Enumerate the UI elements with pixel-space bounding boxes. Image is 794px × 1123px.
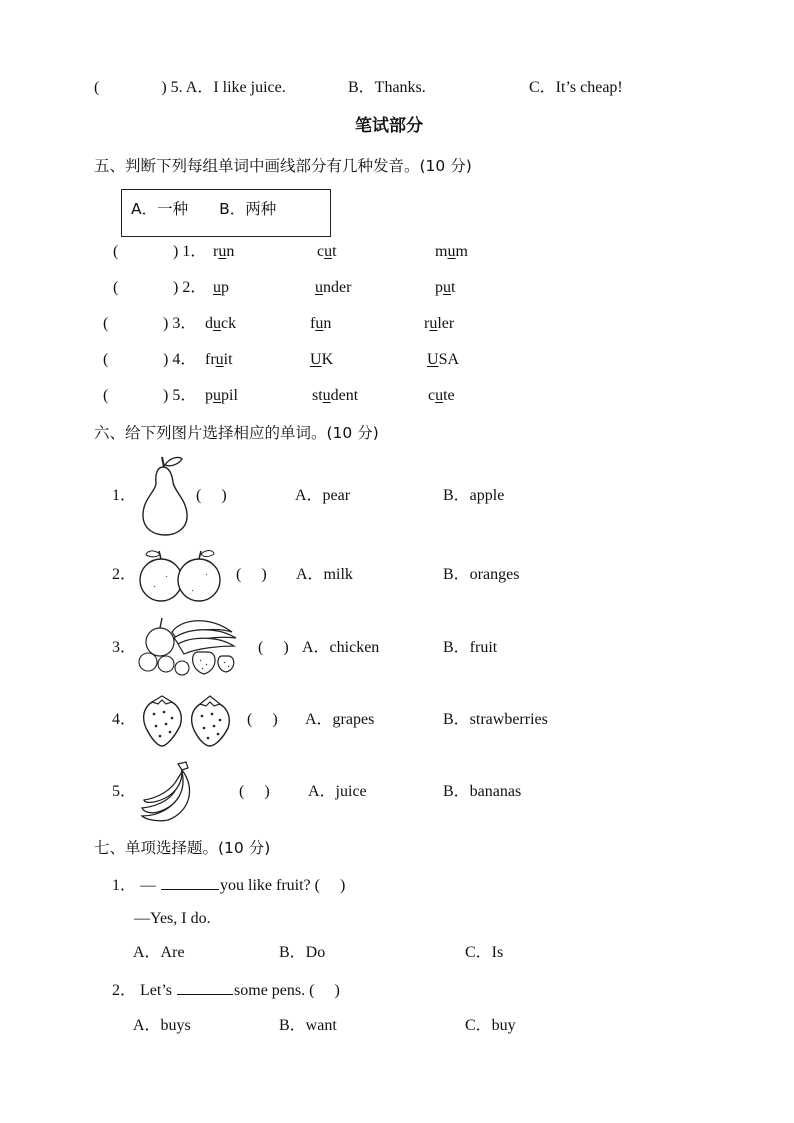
q2-stem-start: Let’s [140, 982, 173, 999]
page-title: 笔试部分 [355, 116, 423, 136]
word [213, 278, 229, 298]
row-number: ) 3． [163, 315, 197, 332]
answer-paren-close: ) [161, 79, 167, 96]
word-part: p [221, 279, 229, 296]
word [435, 242, 468, 262]
word-part: K [321, 351, 334, 368]
word-part: st [312, 387, 323, 404]
answer-paren[interactable]: ( ) [258, 639, 289, 656]
section5-heading: 五、判断下列每组单词中画线部分有几种发音。(10 分) [94, 157, 472, 175]
underlined-letter: u [435, 387, 444, 404]
q1-stem [112, 875, 345, 896]
answer-paren[interactable]: ( [103, 351, 109, 368]
word-part: p [435, 279, 443, 296]
underlined-letter: u [322, 387, 331, 404]
underlined-letter: u [315, 279, 323, 296]
answer-paren[interactable]: ( ) [239, 783, 270, 800]
underlined-letter: U [427, 351, 439, 368]
q2-option-b: B．want [279, 1017, 337, 1034]
word-part: SA [438, 351, 460, 368]
word-part: f [310, 315, 316, 332]
legend-text: A．一种 B．两种 [131, 200, 277, 218]
word-part: nder [323, 279, 352, 296]
option-b: B．Thanks. [348, 79, 426, 96]
item-number: 4． [112, 711, 137, 728]
bananas-icon [138, 760, 204, 824]
q2-stem [112, 980, 340, 1001]
q1-option-b: B．Do [279, 944, 326, 961]
section6-heading: 六、给下列图片选择相应的单词。(10 分) [94, 424, 379, 442]
word-part: fr [205, 351, 216, 368]
underlined-letter: u [324, 243, 333, 260]
word-part: n [323, 315, 332, 332]
word-part: t [451, 279, 456, 296]
q2-number: 2． [112, 982, 137, 999]
question-number: 5. [170, 79, 183, 96]
item-number: 2． [112, 566, 137, 583]
word-part: p [205, 387, 213, 404]
option-a: A．I like juice. [185, 79, 286, 96]
option-b: B．strawberries [443, 711, 548, 728]
underlined-letter: u [213, 315, 221, 332]
answer-paren[interactable]: ( ) [196, 487, 227, 504]
word-part: r [213, 243, 219, 260]
word-part: n [226, 243, 235, 260]
word-part: dent [330, 387, 359, 404]
underlined-letter: u [213, 279, 221, 296]
q2-option-c: C．buy [465, 1017, 516, 1034]
word [312, 386, 358, 406]
word-part: te [443, 387, 455, 404]
underlined-letter: U [310, 351, 322, 368]
option-c: C．It’s cheap! [529, 79, 623, 96]
option-a: A．grapes [305, 711, 375, 728]
underlined-letter: u [215, 351, 224, 368]
strawberries-icon [138, 690, 236, 748]
section7-heading: 七、单项选择题。(10 分) [94, 839, 271, 857]
word [205, 386, 238, 406]
word-part: pil [221, 387, 238, 404]
word [317, 242, 337, 262]
word-part: d [205, 315, 213, 332]
option-a: A．milk [296, 566, 353, 583]
q1-dash: — [140, 877, 157, 894]
word [310, 350, 333, 370]
q2-blank[interactable] [177, 980, 233, 995]
q1-stem-rest: you like fruit? ( ) [220, 877, 346, 894]
q2-option-a: A．buys [133, 1017, 191, 1034]
answer-paren-open[interactable]: ( [94, 79, 100, 96]
oranges-icon [138, 546, 222, 604]
word [205, 314, 236, 334]
option-b: B．oranges [443, 566, 520, 583]
word-part: it [223, 351, 233, 368]
option-a: A．juice [308, 783, 367, 800]
answer-paren[interactable]: ( [113, 243, 119, 260]
row-number: ) 4． [163, 351, 197, 368]
pear-icon [138, 455, 192, 537]
word [428, 386, 455, 406]
item-number: 1． [112, 487, 137, 504]
word-part: ler [437, 315, 455, 332]
underlined-letter: u [213, 387, 221, 404]
row-number: ) 2． [173, 279, 207, 296]
word [315, 278, 351, 298]
fruit-basket-icon [138, 612, 242, 678]
q1-option-c: C．Is [465, 944, 504, 961]
underlined-letter: u [315, 315, 324, 332]
q1-option-a: A．Are [133, 944, 185, 961]
word [424, 314, 454, 334]
answer-paren[interactable]: ( [113, 279, 119, 296]
word [213, 242, 234, 262]
answer-paren[interactable]: ( [103, 315, 109, 332]
word-part: m [455, 243, 468, 260]
option-a: A．pear [295, 487, 351, 504]
word-part: c [428, 387, 436, 404]
q1-number: 1． [112, 877, 137, 894]
item-number: 5． [112, 783, 137, 800]
item-number: 3． [112, 639, 137, 656]
underlined-letter: u [218, 243, 227, 260]
row-number: ) 1． [173, 243, 207, 260]
top-question-5 [94, 78, 286, 98]
word-part: r [424, 315, 430, 332]
option-b: B．apple [443, 487, 505, 504]
underlined-letter: u [443, 279, 451, 296]
answer-paren[interactable]: ( ) [236, 566, 267, 583]
answer-paren[interactable]: ( ) [247, 711, 278, 728]
q1-blank[interactable] [161, 875, 219, 890]
q2-stem-rest: some pens. ( ) [234, 982, 340, 999]
word [435, 278, 455, 298]
word-part: c [317, 243, 325, 260]
option-b: B．bananas [443, 783, 522, 800]
word [427, 350, 459, 370]
answer-paren[interactable]: ( [103, 387, 109, 404]
row-number: ) 5． [163, 387, 197, 404]
word-part: m [435, 243, 448, 260]
option-a: A．chicken [302, 639, 380, 656]
word-part: t [332, 243, 337, 260]
underlined-letter: u [429, 315, 438, 332]
word [310, 314, 331, 334]
q1-answer-line: —Yes, I do. [134, 910, 211, 927]
underlined-letter: u [447, 243, 456, 260]
word [205, 350, 233, 370]
option-b: B．fruit [443, 639, 498, 656]
word-part: ck [221, 315, 237, 332]
